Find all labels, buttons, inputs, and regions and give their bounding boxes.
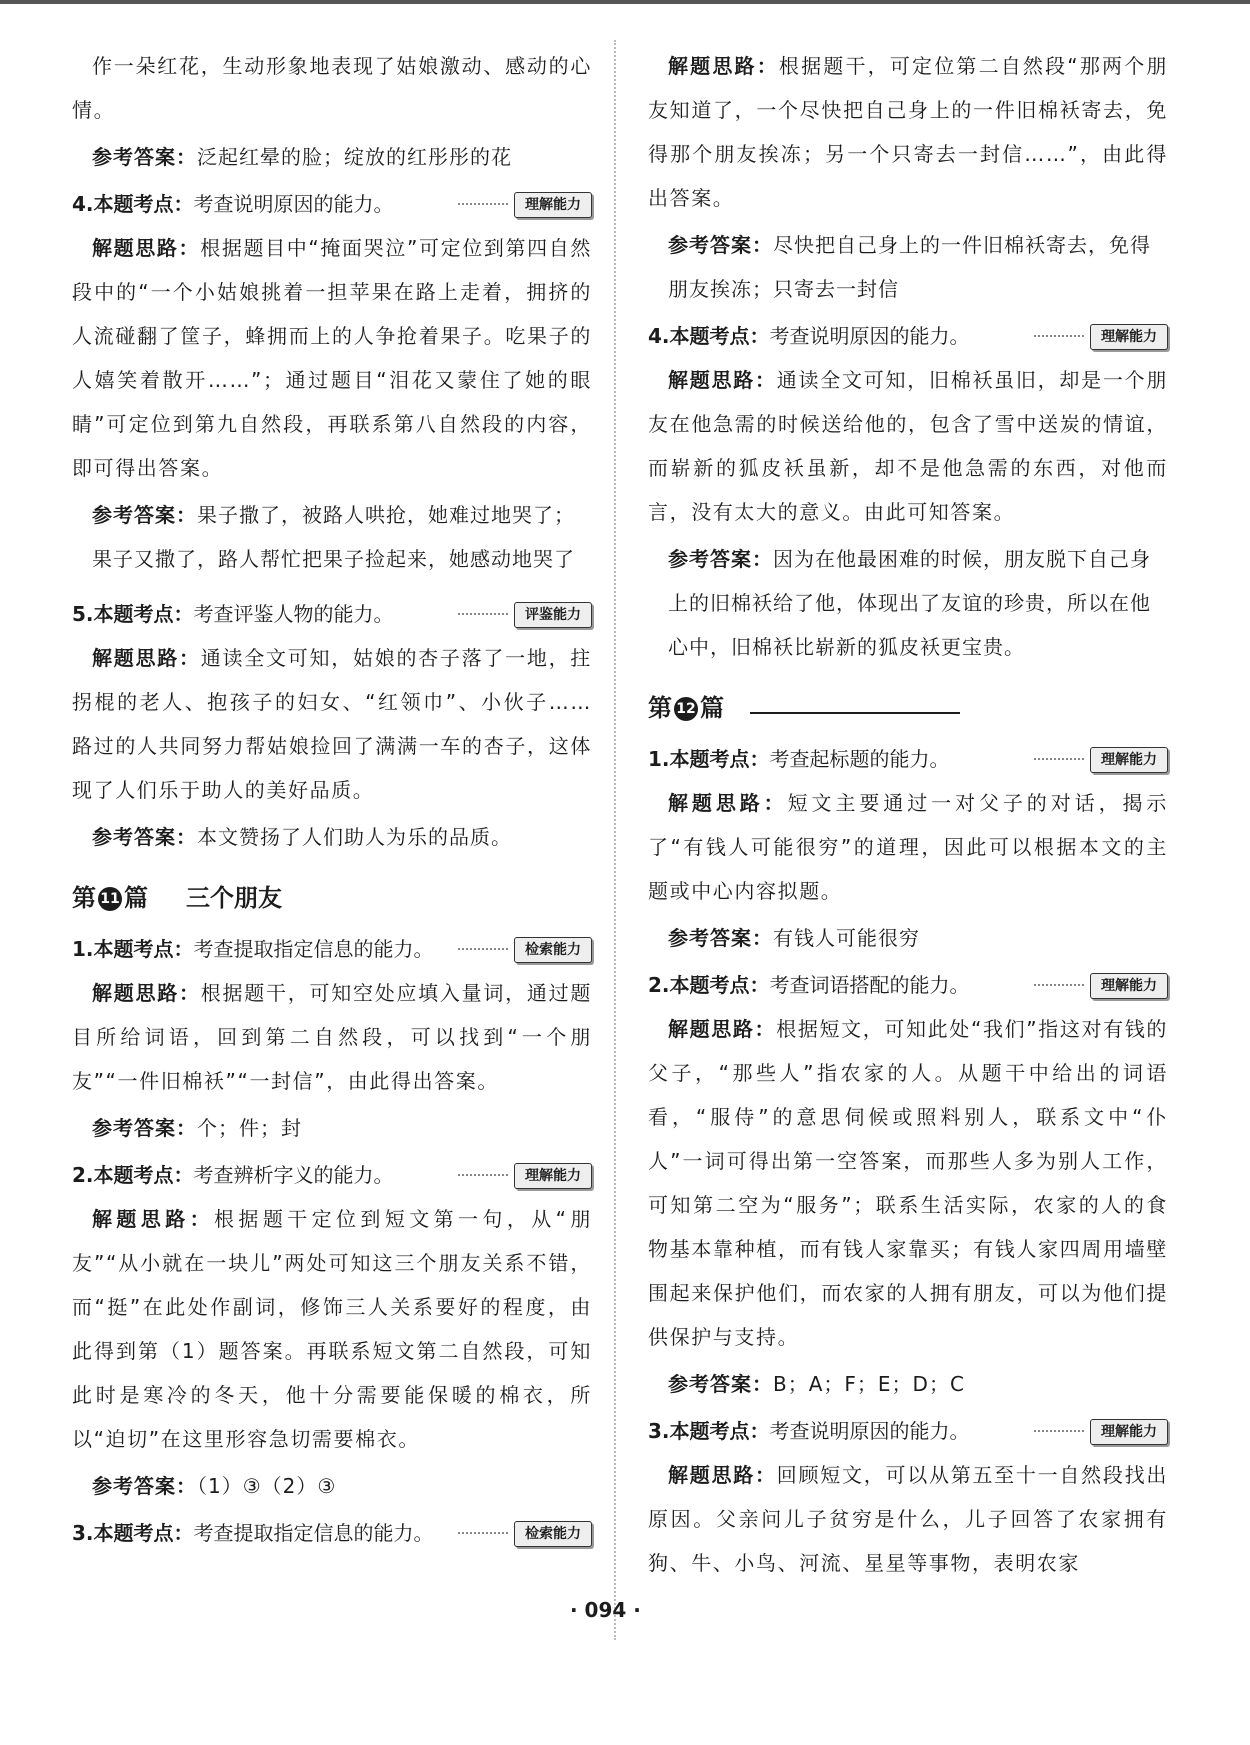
solution-thought: 解题思路：通读全文可知，姑娘的杏子落了一地，拄拐棍的老人、抱孩子的妇女、“红领巾”、小伙子……路过的人共同努力帮姑娘捡回了满满一车的杏子，这体现了人们乐于助人的美好品质。 [72, 646, 592, 802]
ability-badge: 理解能力 [1090, 324, 1168, 350]
s11-question-2-header: 2.本题考点：考查辨析字义的能力。 理解能力 [72, 1153, 592, 1197]
dotted-leader [1034, 984, 1084, 986]
solution-thought: 解题思路：根据题干，可知空处应填入量词，通过题目所给词语，回到第二自然段，可以找到“一个朋友”“一件旧棉袄”“一封信”，由此得出答案。 [72, 981, 592, 1093]
ability-badge: 检索能力 [514, 937, 592, 963]
ability-badge: 评鉴能力 [514, 602, 592, 628]
dotted-leader [458, 948, 508, 950]
dotted-leader [458, 1174, 508, 1176]
section-11-title: 第 11 篇 三个朋友 [72, 884, 282, 912]
answer: 参考答案：泛起红晕的脸；绽放的红彤彤的花 [92, 145, 512, 169]
page-number: · 094 · [570, 1598, 641, 1622]
s12-question-3-header: 3.本题考点：考查说明原因的能力。 理解能力 [648, 1409, 1168, 1453]
ability-badge: 理解能力 [514, 192, 592, 218]
ability-badge: 理解能力 [514, 1163, 592, 1189]
ability-badge: 理解能力 [1090, 1419, 1168, 1445]
s12-question-2-header: 2.本题考点：考查词语搭配的能力。 理解能力 [648, 963, 1168, 1007]
answer: 参考答案：尽快把自己身上的一件旧棉袄寄去，免得朋友挨冻；只寄去一封信 [668, 233, 1151, 301]
question-4-header: 4.本题考点：考查说明原因的能力。 理解能力 [72, 182, 592, 226]
s11-question-1-header: 1.本题考点：考查提取指定信息的能力。 检索能力 [72, 927, 592, 971]
ability-badge: 检索能力 [514, 1521, 592, 1547]
dotted-leader [458, 203, 508, 205]
answer: 参考答案：（1）③（2）③ [92, 1474, 337, 1498]
dotted-leader [1034, 335, 1084, 337]
answer: 参考答案：B；A；F；E；D；C [668, 1372, 965, 1396]
dotted-leader [458, 1532, 508, 1534]
s12-question-1-header: 1.本题考点：考查起标题的能力。 理解能力 [648, 737, 1168, 781]
continued-text: 作一朵红花，生动形象地表现了姑娘激动、感动的心情。 [72, 54, 592, 122]
solution-thought: 解题思路：回顾短文，可以从第五至十一自然段找出原因。父亲问儿子贫穷是什么，儿子回答了农家拥有狗、牛、小鸟、河流、星星等事物，表明农家 [648, 1463, 1168, 1575]
question-5-header: 5.本题考点：考查评鉴人物的能力。 评鉴能力 [72, 592, 592, 636]
ability-badge: 理解能力 [1090, 973, 1168, 999]
solution-thought: 解题思路：通读全文可知，旧棉袄虽旧，却是一个朋友在他急需的时候送给他的，包含了雪中送炭的情谊，而崭新的狐皮袄虽新，却不是他急需的东西，对他而言，没有太大的意义。由此可知答案。 [648, 368, 1168, 524]
dotted-leader [1034, 758, 1084, 760]
title-blank-line [750, 712, 960, 714]
ability-badge: 理解能力 [1090, 747, 1168, 773]
solution-thought: 解题思路：短文主要通过一对父子的对话，揭示了“有钱人可能很穷”的道理，因此可以根据本文的主题或中心内容拟题。 [648, 791, 1169, 903]
solution-thought: 解题思路：根据题干定位到短文第一句，从“朋友”“从小就在一块儿”两处可知这三个朋友关系不错，而“挺”在此处作副词，修饰三人关系要好的程度，由此得到第（1）题答案。再联系短文第二自然段，可知此时是寒冷的冬天，他十分需要能保暖的棉衣，所以“迫切”在这里形容急切需要棉衣。 [72, 1207, 593, 1451]
top-border [0, 0, 1250, 4]
dotted-leader [458, 613, 508, 615]
s11-question-3-header: 3.本题考点：考查提取指定信息的能力。 检索能力 [72, 1511, 592, 1555]
column-divider [614, 40, 616, 1640]
solution-thought: 解题思路：根据题目中“掩面哭泣”可定位到第四自然段中的“一个小姑娘挑着一担苹果在路上走着，拥挤的人流碰翻了筐子，蜂拥而上的人争抢着果子。吃果子的人嬉笑着散开……”；通过题目“泪花又蒙住了她的眼睛”可定位到第九自然段，再联系第八自然段的内容，即可得出答案。 [72, 236, 593, 480]
right-column [648, 44, 1168, 1585]
section-number-circle: 12 [674, 697, 698, 721]
section-number-circle: 11 [98, 887, 122, 911]
answer: 参考答案：个；件；封 [92, 1116, 302, 1140]
answer: 参考答案：果子撒了，被路人哄抢，她难过地哭了；果子又撒了，路人帮忙把果子捡起来，她感动地哭了 [92, 503, 575, 571]
answer: 参考答案：有钱人可能很穷 [668, 926, 920, 950]
answer: 参考答案：因为在他最困难的时候，朋友脱下自己身上的旧棉袄给了他，体现出了友谊的珍贵，所以在他心中，旧棉袄比崭新的狐皮袄更宝贵。 [668, 547, 1151, 659]
solution-thought: 解题思路：根据题干，可定位第二自然段“那两个朋友知道了，一个尽快把自己身上的一件旧棉袄寄去，免得那个朋友挨冻；另一个只寄去一封信……”，由此得出答案。 [648, 54, 1168, 210]
question-4-header: 4.本题考点：考查说明原因的能力。 理解能力 [648, 314, 1168, 358]
answer: 参考答案：本文赞扬了人们助人为乐的品质。 [92, 825, 512, 849]
dotted-leader [1034, 1430, 1084, 1432]
solution-thought: 解题思路：根据短文，可知此处“我们”指这对有钱的父子，“那些人”指农家的人。从题干中给出的词语看，“服侍”的意思伺候或照料别人，联系文中“仆人”一词可得出第一空答案，而那些人多为别人工作，可知第二空为“服务”；联系生活实际，农家的人的食物基本靠种植，而有钱人家靠买；有钱人家四周用墙壁围起来保护他们，而农家的人拥有朋友，可以为他们提供保护与支持。 [648, 1017, 1169, 1349]
section-12-title: 第 12 篇 [648, 683, 1168, 733]
left-column [72, 44, 592, 1555]
